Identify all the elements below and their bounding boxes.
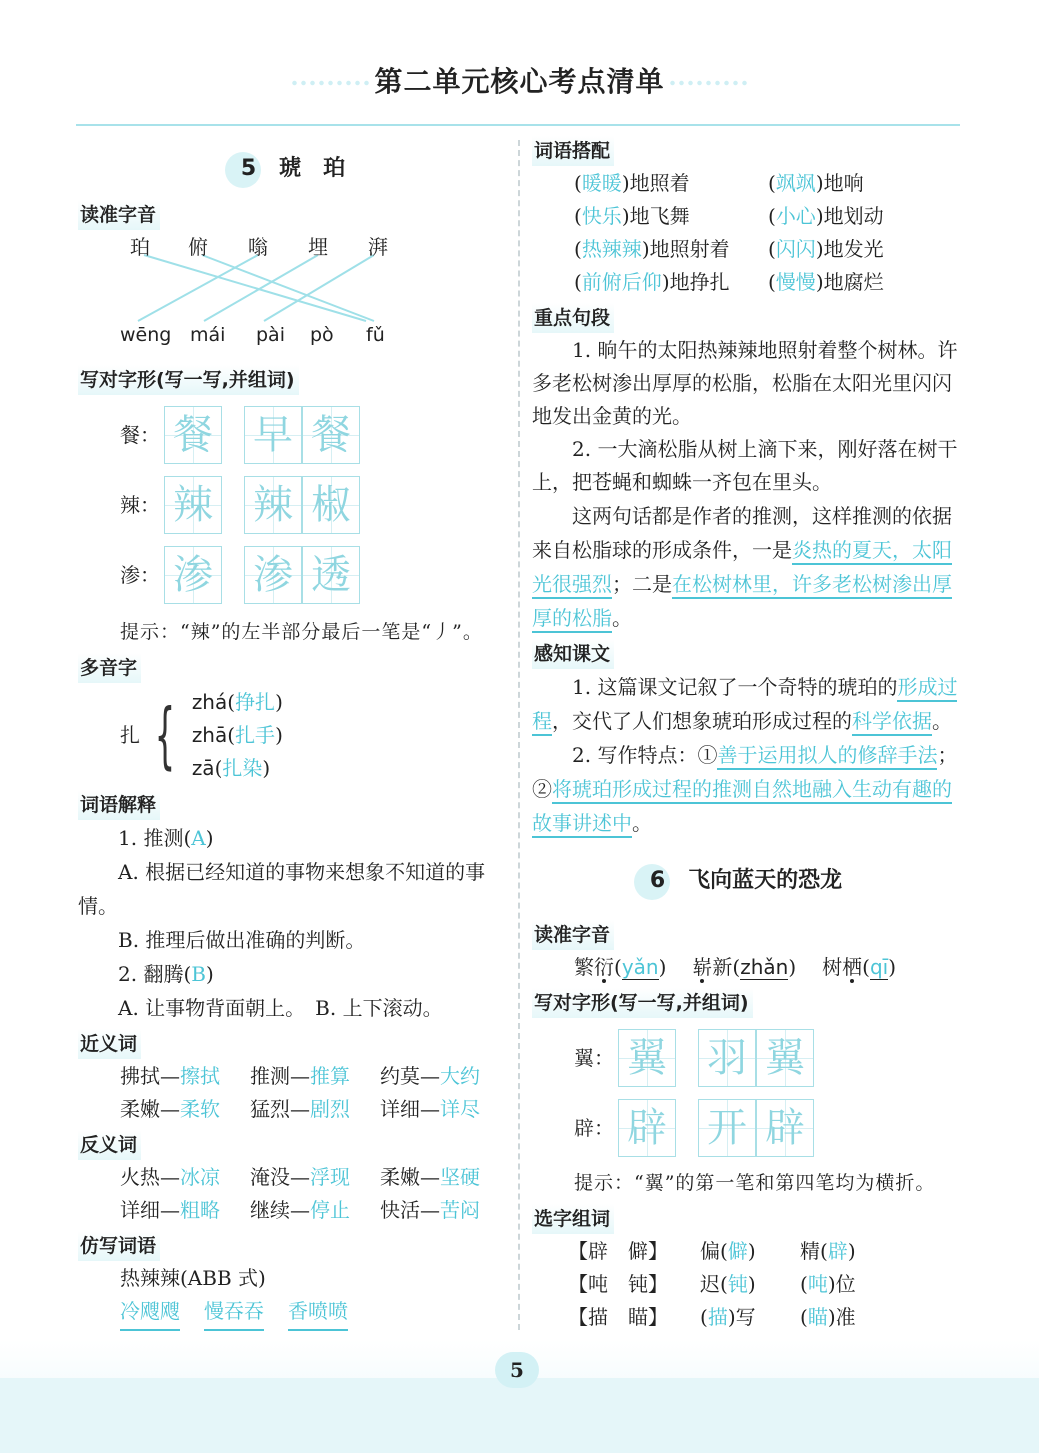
imitate-pattern: 热辣辣(ABB 式) [120, 1266, 266, 1290]
write6-row-label: 翼： [574, 1045, 614, 1070]
footer-band [0, 1378, 1039, 1453]
write-row [78, 540, 510, 610]
write-row-label: 辣： [120, 492, 160, 517]
top-rule [76, 124, 960, 126]
practice-cell: 餐 [302, 406, 360, 464]
explain-q1a: A. 根据已经知道的事物来想象不知道的事情。 [78, 860, 486, 918]
collocation-row: (前俯后仰)地挣扎 (慢慢)地腐烂 [574, 270, 884, 294]
read6-row: 繁衍(yǎn) 崭新(zhǎn) 树栖(qī) [574, 955, 897, 979]
lesson6-title: 飞向蓝天的恐龙 [688, 868, 843, 893]
practice-cell: 渗 [244, 546, 302, 604]
practice-cell: 翼 [618, 1029, 676, 1087]
lesson5-title: 琥 珀 [279, 156, 346, 181]
ant-answer: 冰凉 [180, 1165, 220, 1189]
syn-row: 柔嫩—柔软 猛烈—剧烈 详细—详尽 [120, 1097, 480, 1121]
ant-answer: 停止 [310, 1198, 350, 1222]
pinyin-item: wēng [120, 324, 172, 346]
explain-q2: 2. 翻腾( [118, 962, 192, 986]
syn-row: 拂拭—擦拭 推测—推算 约莫—大约 [120, 1064, 480, 1088]
explain-q1: 1. 推测( [118, 826, 192, 850]
write-row-label: 渗： [120, 562, 160, 587]
write-row-label: 餐： [120, 422, 160, 447]
practice-cell: 开 [698, 1099, 756, 1157]
syn-answer: 大约 [440, 1064, 480, 1088]
syn-answer: 柔软 [180, 1097, 220, 1121]
explain-q1b: B. 推理后做出准确的判断。 [118, 928, 366, 952]
ant-answer: 苦闷 [440, 1198, 480, 1222]
explain-a2: B [191, 962, 206, 986]
imitate-answer: 慢吞吞 [204, 1295, 264, 1331]
right-column [532, 132, 962, 1334]
explain-a1: A [191, 826, 206, 850]
select-answer: 瞄 [807, 1305, 828, 1329]
poly-pinyin: zhā [191, 722, 228, 747]
pinyin-item: fǔ [366, 324, 385, 346]
section-write-label: 写对字形(写一写,并组词) [78, 365, 299, 395]
practice-cell: 辟 [756, 1099, 814, 1157]
poly-pinyin: zā [191, 755, 215, 780]
perceive-2: 2. 写作特点：①善于运用拟人的修辞手法；②将琥珀形成过程的推测自然地融入生动有趣的故事讲述中。 [532, 738, 962, 840]
select-row: 【描 瞄】 (描)写 (瞄)准 [568, 1305, 856, 1329]
write-row [78, 470, 510, 540]
section-read6-label: 读准字音 [532, 920, 614, 950]
lesson6-number: 6 [649, 868, 666, 893]
syn-answer: 推算 [310, 1064, 350, 1088]
imitate-answer: 冷飕飕 [120, 1295, 180, 1331]
practice-cell: 辣 [244, 476, 302, 534]
left-column: 5 琥 珀 读准字音 珀 俯 嗡 埋 湃 wēng mái pài pò fǔ 写对字形(写一写,并组词) 餐： 餐 早 餐 辣： 辣 辣 椒 渗： 渗 渗 透 提示：“辣”的左半部分最后一笔是“丿”。 多音字 扎 { zhá(挣扎) zhā(扎手) zā(扎染) 词语解释 1. 推测(A) A. 根据已经知道的事物来想象不知道的事情。 B. 推理后做出准确的判断。 2. 翻腾(B) A. 让事物背面朝上。 B. 上下滚动。 近义词 拂拭—擦拭 推测—推算 约莫—大约 柔嫩—柔软 猛烈—剧烈 详细—详尽 反义词 火热—冰凉 淹没—浮现 柔嫩—坚硬 详细—粗略 继续—停止 快活—苦闷 仿写词语 热辣辣(ABB 式) 冷飕飕 慢吞吞 香喷喷 [78, 148, 510, 1331]
practice-cell: 渗 [164, 546, 222, 604]
select-answer: 吨 [807, 1272, 828, 1296]
ant-answer: 粗略 [180, 1198, 220, 1222]
pinyin-item: mái [190, 324, 226, 346]
section-key-label: 重点句段 [532, 303, 614, 333]
title-dots-right [668, 80, 748, 86]
section-imitate-label: 仿写词语 [78, 1231, 160, 1261]
perceive-answer: 科学依据 [852, 709, 932, 736]
practice-cell: 辟 [618, 1099, 676, 1157]
practice-cell: 早 [244, 406, 302, 464]
select-answer: 僻 [727, 1239, 748, 1263]
polyphone-char: 扎 [120, 722, 140, 747]
poly-answer: 挣扎 [235, 689, 276, 714]
collocation-row: (快乐)地飞舞 (小心)地划动 [574, 204, 884, 228]
key-analysis: 这两句话都是作者的推测，这样推测的依据来自松脂球的形成条件，一是炎热的夏天，太阳光很强烈；二是在松树林里，许多老松树渗出厚厚的松脂。 [532, 499, 962, 635]
char-item: 珀 [130, 235, 150, 259]
pinyin-item: pài [256, 324, 285, 346]
ant-answer: 坚硬 [440, 1165, 480, 1189]
char-item: 湃 [368, 235, 388, 259]
section-perceive-label: 感知课文 [532, 639, 614, 669]
section-write6-label: 写对字形(写一写,并组词) [532, 988, 753, 1018]
polyphone-block: 扎 { zhá(挣扎) zhā(扎手) zā(扎染) [120, 689, 283, 780]
char-item: 嗡 [248, 235, 268, 259]
perceive-answer: 形成过程 [532, 675, 957, 736]
practice-cell: 透 [302, 546, 360, 604]
key-sentence-1: 1. 晌午的太阳热辣辣地照射着整个树林。许多老松树渗出厚厚的松脂，松脂在太阳光里闪闪地发出金黄的光。 [532, 338, 958, 428]
key-answer: 在松树林里，许多老松树渗出厚厚的松脂 [532, 572, 952, 633]
select-answer: 辟 [827, 1239, 848, 1263]
collocation-row: (暖暖)地照着 (飒飒)地响 [574, 171, 864, 195]
poly-answer: 扎染 [222, 755, 263, 780]
select-row: 【吨 钝】 迟(钝) (吨)位 [568, 1272, 856, 1296]
write-tip: 提示：“辣”的左半部分最后一笔是“丿”。 [120, 621, 483, 643]
lesson6-heading [532, 860, 962, 908]
practice-cell: 椒 [302, 476, 360, 534]
section-select-label: 选字组词 [532, 1204, 614, 1234]
poly-pinyin: zhá [191, 689, 228, 714]
practice-cell: 翼 [756, 1029, 814, 1087]
lesson5-heading [78, 148, 510, 196]
pinyin-item: pò [310, 324, 334, 346]
section-read-label: 读准字音 [78, 200, 160, 230]
practice-cell: 羽 [698, 1029, 756, 1087]
syn-answer: 剧烈 [310, 1097, 350, 1121]
section-explain-label: 词语解释 [78, 790, 160, 820]
select-answer: 钝 [727, 1272, 748, 1296]
read6-answer: yǎn [621, 955, 659, 979]
ant-row: 详细—粗略 继续—停止 快活—苦闷 [120, 1198, 480, 1222]
practice-cell: 辣 [164, 476, 222, 534]
write6-row [532, 1023, 962, 1093]
read6-answer: qī [869, 955, 889, 979]
write6-tip: 提示：“翼”的第一笔和第四笔均为横折。 [574, 1172, 936, 1194]
page-number: 5 [495, 1352, 539, 1388]
syn-answer: 详尽 [440, 1097, 480, 1121]
column-divider [518, 140, 520, 1330]
write6-row-label: 辟： [574, 1115, 614, 1140]
lesson5-number: 5 [240, 156, 257, 181]
ant-answer: 浮现 [310, 1165, 350, 1189]
char-item: 俯 [188, 235, 208, 259]
write6-row [532, 1093, 962, 1163]
write-row [78, 400, 510, 470]
char-item: 埋 [308, 235, 328, 259]
select-row: 【辟 僻】 偏(僻) 精(辟) [568, 1239, 856, 1263]
section-syn-label: 近义词 [78, 1029, 141, 1059]
page-title: 第二单元核心考点清单 [374, 65, 665, 98]
section-poly-label: 多音字 [78, 653, 141, 683]
perceive-1: 1. 这篇课文记叙了一个奇特的琥珀的形成过程，交代了人们想象琥珀形成过程的科学依据。 [532, 670, 962, 738]
practice-cell: 餐 [164, 406, 222, 464]
key-sentence-2: 2. 一大滴松脂从树上滴下来，刚好落在树干上，把苍蝇和蜘蛛一齐包在里头。 [532, 437, 958, 494]
section-collocation-label: 词语搭配 [532, 136, 614, 166]
imitate-answer: 香喷喷 [288, 1295, 348, 1331]
key-answer: 炎热的夏天，太阳光很强烈 [532, 538, 952, 599]
perceive-answer: 善于运用拟人的修辞手法 [717, 743, 937, 770]
syn-answer: 擦拭 [180, 1064, 220, 1088]
poly-answer: 扎手 [235, 722, 276, 747]
section-ant-label: 反义词 [78, 1130, 141, 1160]
explain-q2ab: A. 让事物背面朝上。 B. 上下滚动。 [118, 996, 443, 1020]
ant-row: 火热—冰凉 淹没—浮现 柔嫩—坚硬 [120, 1165, 480, 1189]
select-answer: 描 [707, 1305, 728, 1329]
pinyin-matching [78, 231, 510, 361]
read6-answer: zhǎn [740, 955, 789, 979]
brace-icon: { [154, 693, 176, 777]
perceive-answer: 将琥珀形成过程的推测自然地融入生动有趣的故事讲述中 [532, 777, 952, 838]
collocation-row: (热辣辣)地照射着 (闪闪)地发光 [574, 237, 884, 261]
